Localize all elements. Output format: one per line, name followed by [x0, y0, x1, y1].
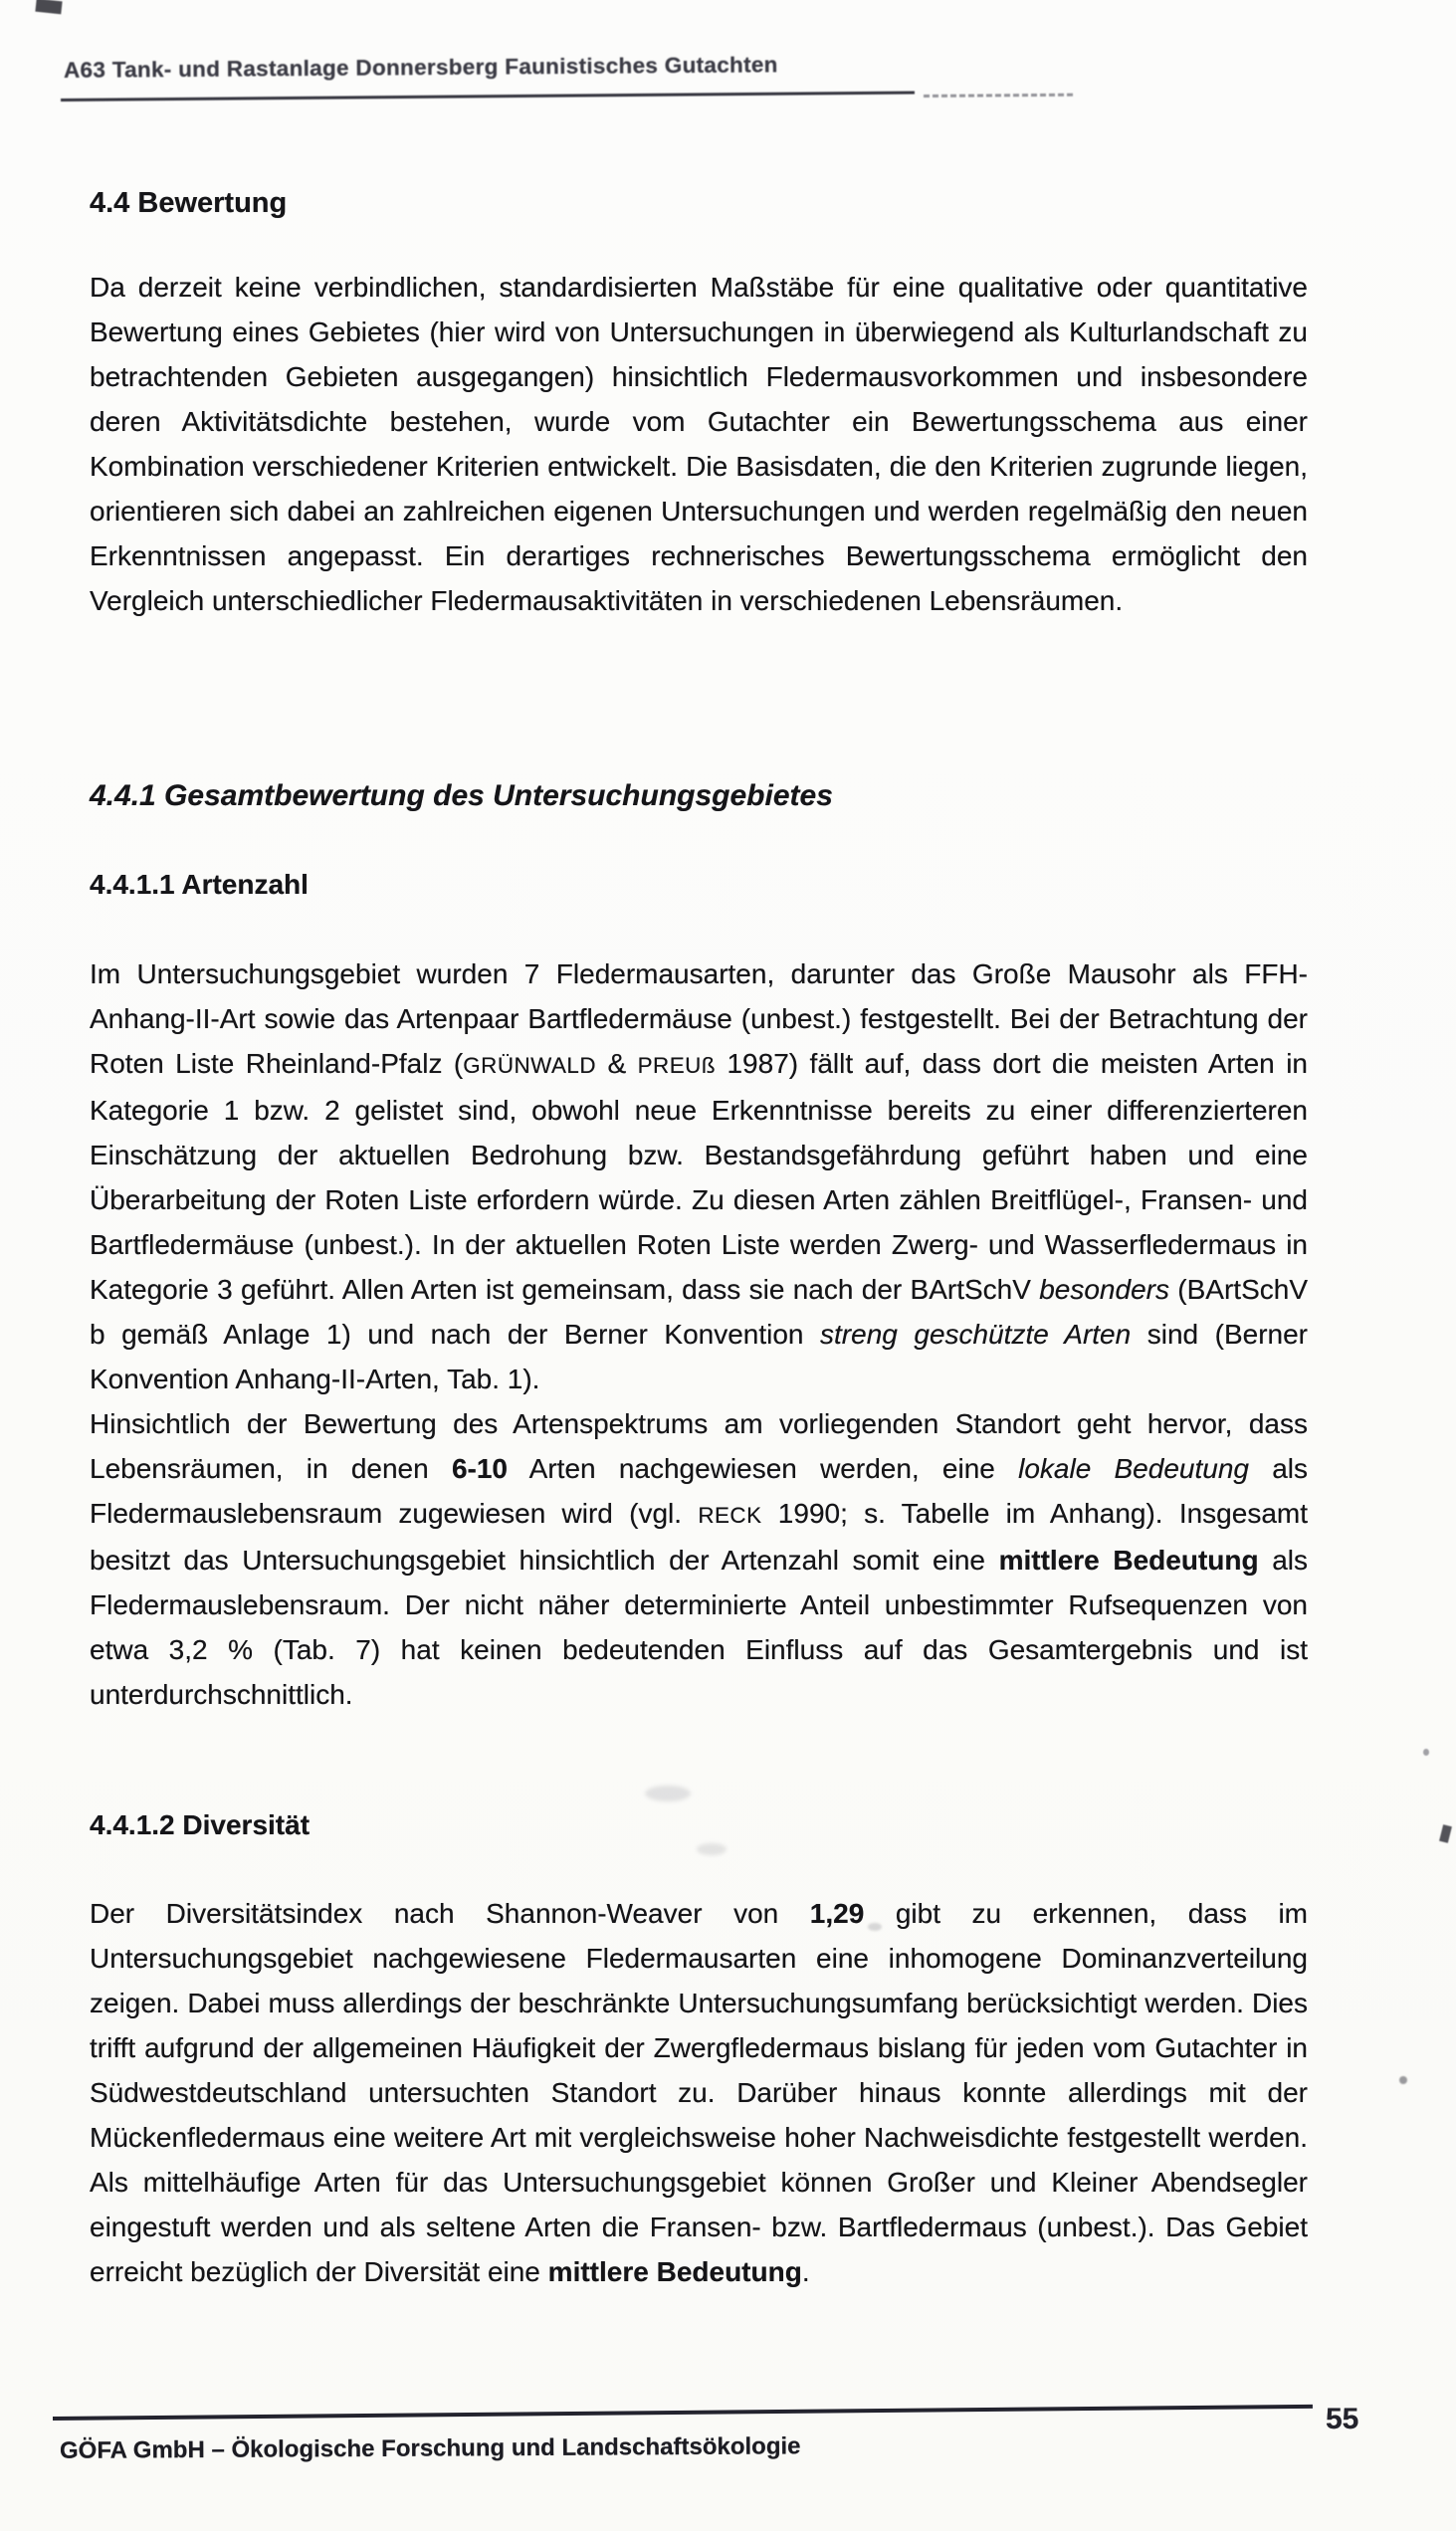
- text-run-smallcaps: GRÜNWALD: [463, 1053, 597, 1078]
- header-rule-extension: [924, 94, 1073, 98]
- text-run: Hinsichtlich der Bewertung des Artenspektrums am vorliegenden Standort geht hervor, dass Lebensräumen, in denen: [90, 1408, 1308, 1484]
- header-rule: [61, 92, 915, 102]
- text-run: &: [596, 1048, 638, 1079]
- text-run-italic: besonders: [1039, 1274, 1169, 1305]
- text-run: als Fledermauslebensraum. Der nicht näher determinierte Anteil unbestimmter Rufsequenzen von etwa 3,2 % (Tab. 7) hat keinen bedeutenden Einfluss auf das Gesamtergebnis und ist unterdurchschnittlich.: [90, 1545, 1308, 1710]
- text-run-italic: streng geschützte Arten: [820, 1319, 1132, 1350]
- footer-company: GÖFA GmbH – Ökologische Forschung und Landschaftsökologie: [59, 2432, 801, 2464]
- text-run-bold: 6-10: [451, 1453, 508, 1484]
- text-run-bold: 1,29: [809, 1898, 865, 1929]
- scan-artifact: [1399, 2076, 1407, 2084]
- scan-artifact: [645, 1786, 691, 1801]
- scan-artifact: [35, 0, 62, 14]
- page-header-title: A63 Tank- und Rastanlage Donnersberg Faunistisches Gutachten: [63, 52, 778, 83]
- text-run-smallcaps: PREUß: [637, 1053, 717, 1078]
- paragraph-bewertung: Da derzeit keine verbindlichen, standardisierten Maßstäbe für eine qualitative oder quantitative Bewertung eines Gebietes (hier wird von Untersuchungen in überwiegend als Kulturlandschaft zu betrachtenden Gebieten ausgegangen) hinsichtlich Fledermausvorkommen und insbesondere deren Aktivitätsdichte bestehen, wurde vom Gutachter ein Bewertungsschema aus einer Kombination verschiedener Kriterien entwickelt. Die Basisdaten, die den Kriterien zugrunde liegen, orientieren sich dabei an zahlreichen eigenen Untersuchungen und werden regelmäßig den neuen Erkenntnissen angepasst. Ein derartiges rechnerisches Bewertungsschema ermöglicht den Vergleich unterschiedlicher Fledermausaktivitäten in verschiedenen Lebensräumen.: [90, 272, 1308, 616]
- heading-4-4-1-1-artenzahl: 4.4.1.1 Artenzahl: [90, 869, 309, 900]
- text-run: sind (Berner Konvention Anhang-II-Arten, Tab. 1).: [90, 1319, 1308, 1394]
- heading-4-4-1-gesamtbewertung: 4.4.1 Gesamtbewertung des Untersuchungsgebietes: [90, 779, 833, 812]
- paragraph-artenzahl-part2: [90, 1401, 1308, 1717]
- scan-artifact: [1423, 1749, 1429, 1756]
- text-run: Im Untersuchungsgebiet wurden 7 Fledermausarten, darunter das Große Mausohr als FFH-Anhang-II-Art sowie das Artenpaar Bartfledermäuse (unbest.) festgestellt. Bei der Betrachtung der Roten Liste Rheinland-Pfalz (: [90, 958, 1308, 1079]
- scan-artifact: [1439, 1824, 1452, 1843]
- text-run: 1990; s. Tabelle im Anhang). Insgesamt besitzt das Untersuchungsgebiet hinsichtlich der Artenzahl somit eine: [90, 1498, 1308, 1576]
- text-run: 1987) fällt auf, dass dort die meisten Arten in Kategorie 1 bzw. 2 gelistet sind, obwohl neue Erkenntnisse bereits zu einer differenzierteren Einschätzung der aktuellen Bedrohung bzw. Bestandsgefährdung geführt haben und eine Überarbeitung der Roten Liste erfordern würde. Zu diesen Arten zählen Breitflügel-, Fransen- und Bartfledermäuse (unbest.). In der aktuellen Roten Liste werden Zwerg- und Wasserfledermaus in Kategorie 3 geführt. Allen Arten ist gemeinsam, dass sie nach der BArtSchV: [90, 1048, 1308, 1305]
- paragraph-artenzahl: [90, 951, 1308, 1717]
- text-run: Der Diversitätsindex nach Shannon-Weaver von: [90, 1898, 810, 1929]
- text-run-italic: lokale Bedeutung: [1018, 1453, 1249, 1484]
- footer-page-number: 55: [1326, 2403, 1359, 2435]
- footer-rule: [53, 2405, 1313, 2421]
- text-run-bold: mittlere Bedeutung: [547, 2256, 802, 2287]
- heading-4-4-bewertung: 4.4 Bewertung: [90, 187, 288, 219]
- paragraph-diversitaet-text: [90, 1891, 1308, 2294]
- text-run-smallcaps: RECK: [698, 1503, 762, 1528]
- scan-artifact: [697, 1843, 727, 1855]
- text-run: (BArtSchV b gemäß Anlage 1) und nach der Berner Konvention: [90, 1274, 1308, 1350]
- paragraph-artenzahl-part1: [90, 951, 1308, 1401]
- paragraph-diversitaet: [90, 1891, 1308, 2294]
- heading-4-4-1-2-diversitaet: 4.4.1.2 Diversität: [90, 1809, 311, 1840]
- text-run: .: [801, 2256, 810, 2287]
- text-run: als Fledermauslebensraum zugewiesen wird (vgl.: [90, 1453, 1308, 1529]
- text-run-bold: mittlere Bedeutung: [998, 1545, 1259, 1576]
- text-run: Arten nachgewiesen werden, eine: [507, 1453, 1019, 1484]
- text-run: gibt zu erkennen, dass im Untersuchungsgebiet nachgewiesene Fledermausarten eine inhomogene Dominanzverteilung zeigen. Dabei muss allerdings der beschränkte Untersuchungsumfang berücksichtigt werden. Dies trifft aufgrund der allgemeinen Häufigkeit der Zwergfledermaus bislang für jeden vom Gutachter in Südwestdeutschland untersuchten Standort zu. Darüber hinaus konnte allerdings mit der Mückenfledermaus eine weitere Art mit vergleichsweise hoher Nachweisdichte festgestellt werden. Als mittelhäufige Arten für das Untersuchungsgebiet können Großer und Kleiner Abendsegler eingestuft werden und als seltene Arten die Fransen- bzw. Bartfledermaus (unbest.). Das Gebiet erreicht bezüglich der Diversität eine: [90, 1898, 1308, 2287]
